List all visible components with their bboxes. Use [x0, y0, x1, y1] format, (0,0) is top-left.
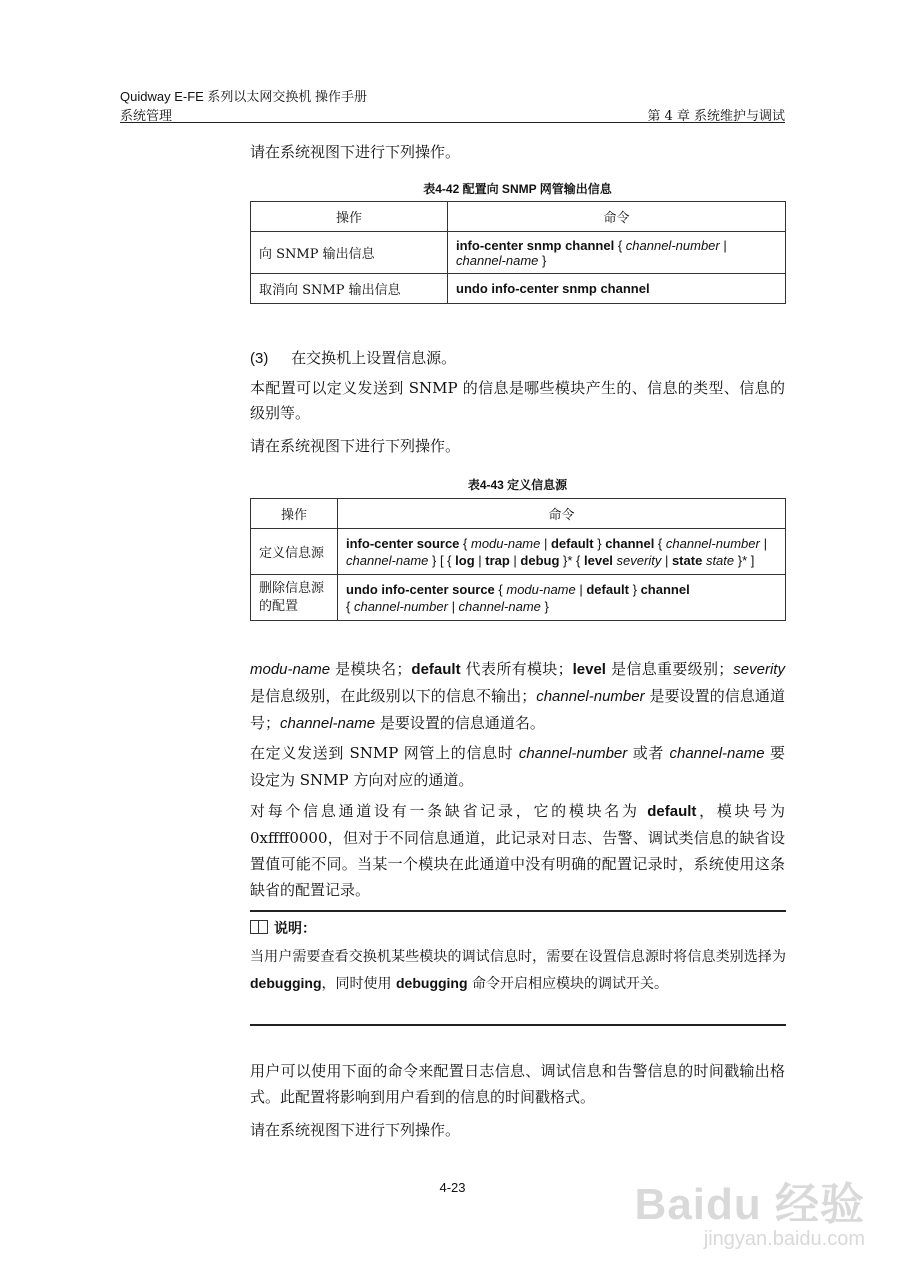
- paragraph-intro-3: 请在系统视图下进行下列操作。: [250, 1121, 461, 1139]
- watermark-logo: Baidu 经验: [634, 1180, 865, 1229]
- note-title: 说明：: [250, 918, 316, 938]
- table-4-42-row1-cmd: info-center snmp channel { channel-number | channel-name }: [448, 232, 786, 274]
- step-3-text: 在交换机上设置信息源。: [291, 349, 457, 367]
- table-4-43-caption: 表4-43 定义信息源: [467, 478, 568, 492]
- table-4-42-caption: 表4-42 配置向 SNMP 网管输出信息: [423, 182, 612, 196]
- table-4-42-header-cmd: 命令: [448, 202, 786, 232]
- note-bottom-rule: [250, 1024, 786, 1026]
- paragraph-params: modu-name 是模块名；default 代表所有模块；level 是信息重要级别；severity 是信息级别，在此级别以下的信息不输出；channel-number 是要设置的信息通道号；channel-name 是要设置的信息通道名。: [250, 660, 785, 732]
- paragraph-snmp-channel: 在定义发送到 SNMP 网管上的信息时 channel-number 或者 channel-name 要设定为 SNMP 方向对应的通道。: [250, 744, 785, 789]
- table-4-43-row2-cmd: undo info-center source { modu-name | default } channel { channel-number | channel-name }: [338, 575, 786, 621]
- table-4-42-row2-op: 取消向 SNMP 输出信息: [251, 274, 448, 304]
- table-4-43-row1-op: 定义信息源: [251, 529, 338, 575]
- table-4-43-header-op: 操作: [251, 499, 338, 529]
- table-4-42-header-op: 操作: [251, 202, 448, 232]
- paragraph-timestamp: 用户可以使用下面的命令来配置日志信息、调试信息和告警信息的时间戳输出格式。此配置将影响到用户看到的信息的时间戳格式。: [250, 1062, 785, 1106]
- table-4-43: [250, 498, 786, 621]
- step-3-number: (3): [250, 350, 269, 367]
- paragraph-intro-2: 请在系统视图下进行下列操作。: [250, 437, 461, 455]
- book-icon: [250, 920, 268, 934]
- table-4-43-header-cmd: 命令: [338, 499, 786, 529]
- page-number: 4-23: [439, 1180, 466, 1195]
- header-section: 系统管理: [120, 109, 173, 124]
- note-body: 当用户需要查看交换机某些模块的调试信息时，需要在设置信息源时将信息类别选择为 debugging，同时使用 debugging 命令开启相应模块的调试开关。: [250, 949, 786, 992]
- step-3: [250, 346, 785, 371]
- paragraph-config-desc: 本配置可以定义发送到 SNMP 的信息是哪些模块产生的、信息的类型、信息的级别等。: [250, 379, 785, 422]
- header-divider: [120, 122, 785, 123]
- table-4-43-row2-op: 删除信息源 的配置: [251, 575, 338, 621]
- watermark-url: jingyan.baidu.com: [703, 1228, 865, 1250]
- baidu-watermark: [635, 1168, 865, 1251]
- paragraph-default-record: 对每个信息通道设有一条缺省记录，它的模块名为 default，模块号为 0xffff0000，但对于不同信息通道，此记录对日志、告警、调试类信息的缺省设置值可能不同。当某一个模块在此通道中没有明确的配置记录时，系统使用这条缺省的配置记录。: [250, 802, 785, 899]
- table-4-43-row1-cmd: info-center source { modu-name | default } channel { channel-number | channel-name } [ { log | trap | debug }* { level severity | state state }* ]: [338, 529, 786, 575]
- header-title: Quidway E-FE 系列以太网交换机 操作手册: [120, 89, 368, 104]
- paragraph-intro-1: 请在系统视图下进行下列操作。: [250, 143, 461, 161]
- table-4-42-row1-op: 向 SNMP 输出信息: [251, 232, 448, 274]
- note-top-rule: [250, 910, 786, 912]
- table-4-42: [250, 201, 786, 304]
- header-chapter: 第 4 章 系统维护与调试: [647, 109, 785, 124]
- table-4-42-row2-cmd: undo info-center snmp channel: [448, 274, 786, 304]
